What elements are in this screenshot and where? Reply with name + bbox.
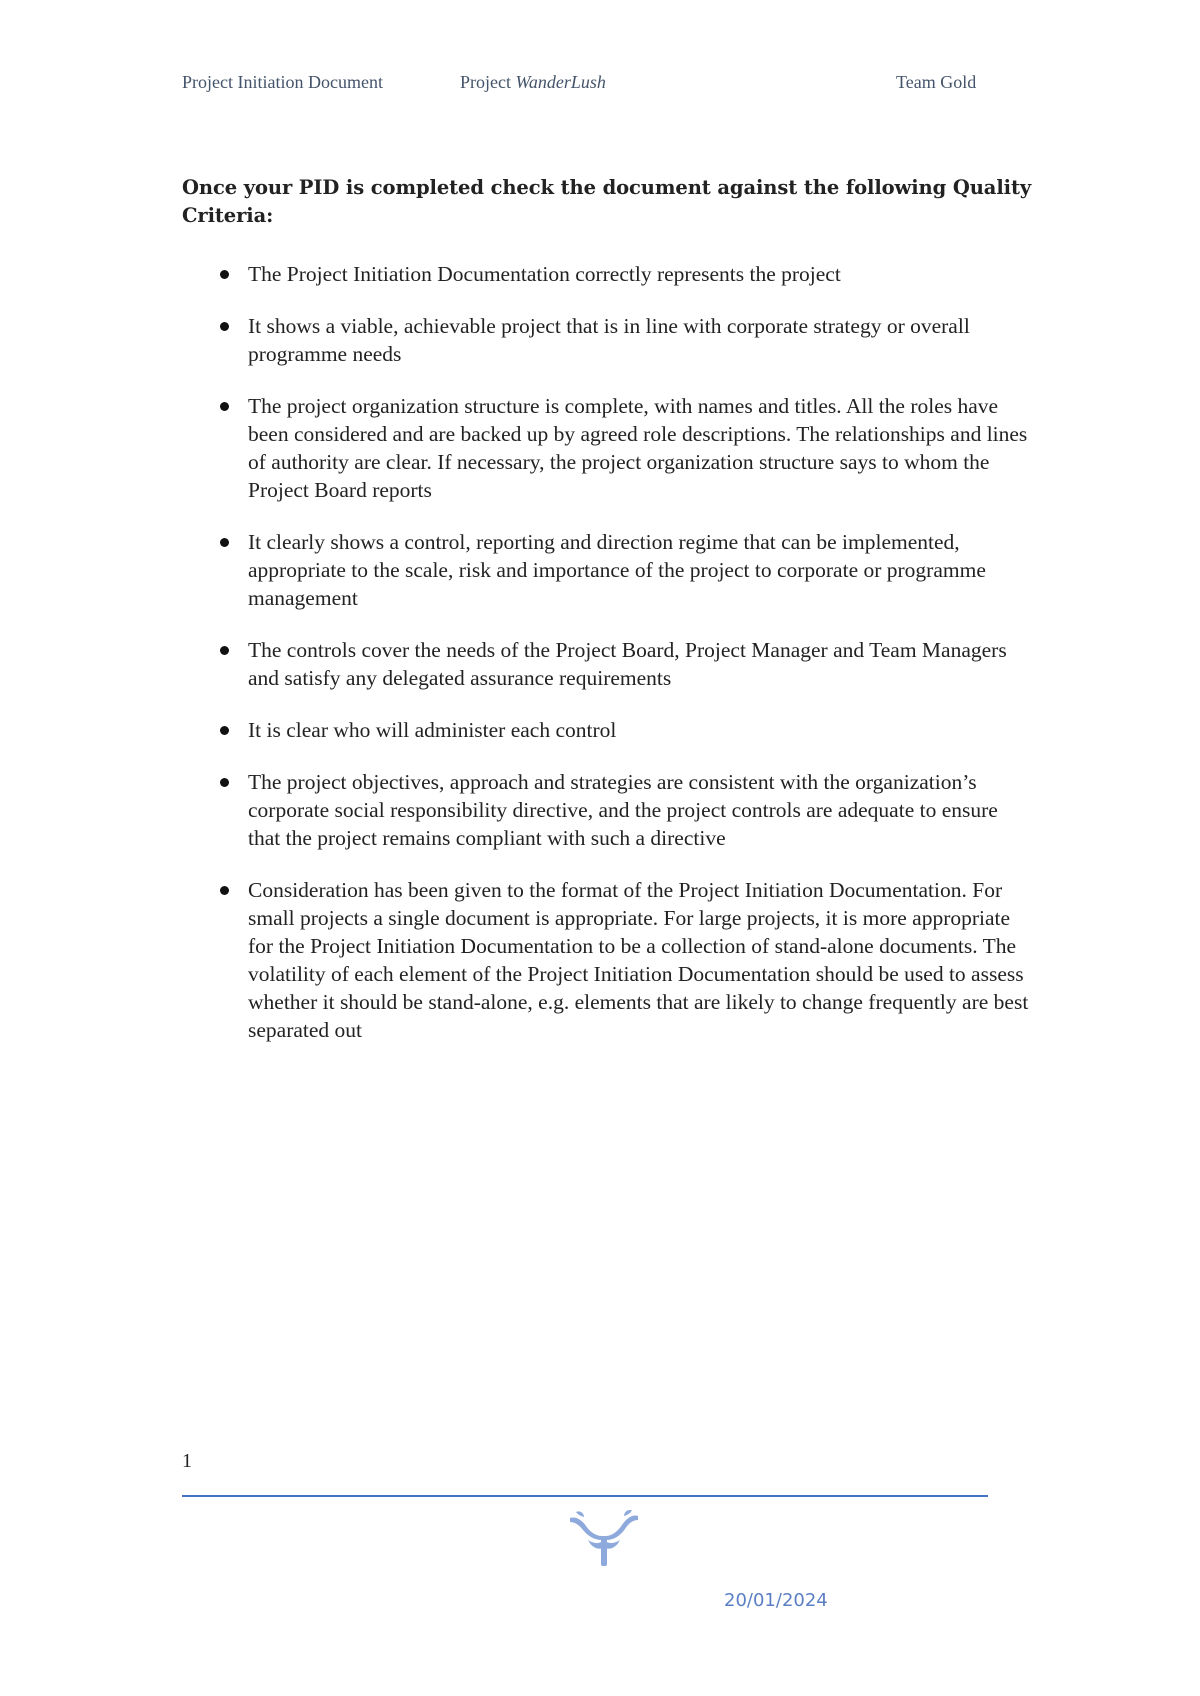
list-item: [182, 716, 1032, 744]
bullet-icon: [220, 322, 229, 331]
bullet-icon: [220, 778, 229, 787]
list-item-text: Consideration has been given to the format of the Project Initiation Documentation. For small projects a single document is appropriate. For large projects, it is more appropriate for the Project Initiation Documentation to be a collection of stand-alone documents. The volatility of each element of the Project Initiation Documentation should be used to assess whether it should be stand-alone, e.g. elements that are likely to change frequently are best separated out: [248, 878, 1029, 1042]
list-item-text: The project organization structure is complete, with names and titles. All the roles have been considered and are backed up by agreed role descriptions. The relationships and lines of authority are clear. If necessary, the project organization structure says to whom the Project Board reports: [248, 394, 1028, 502]
header-document-title: Project Initiation Document: [182, 72, 383, 92]
list-item: [182, 636, 1032, 692]
bullet-icon: [220, 886, 229, 895]
bullet-icon: [220, 646, 229, 655]
list-item: [182, 392, 1032, 504]
quality-criteria-list: [182, 260, 1032, 1044]
list-item-text: It clearly shows a control, reporting and direction regime that can be implemented, appropriate to the scale, risk and importance of the project to corporate or programme management: [248, 530, 986, 610]
bullet-icon: [220, 538, 229, 547]
tree-logo-icon: [566, 1510, 642, 1566]
bullet-icon: [220, 726, 229, 735]
list-item-text: The project objectives, approach and strategies are consistent with the organization’s corporate social responsibility directive, and the project controls are adequate to ensure that the project remains compliant with such a directive: [248, 770, 998, 850]
header-project-name: WanderLush: [515, 72, 606, 92]
header-project: [460, 72, 606, 93]
document-body: [182, 174, 1032, 1068]
list-item-text: The Project Initiation Documentation correctly represents the project: [248, 262, 841, 286]
header-team: Team Gold: [896, 72, 977, 92]
header-project-prefix: Project: [460, 72, 511, 92]
bullet-icon: [220, 402, 229, 411]
page-header: [0, 72, 1200, 96]
bullet-icon: [220, 270, 229, 279]
list-item: [182, 260, 1032, 288]
list-item-text: It shows a viable, achievable project that is in line with corporate strategy or overall programme needs: [248, 314, 970, 366]
page-number: 1: [182, 1450, 192, 1472]
footer-date: 20/01/2024: [724, 1590, 828, 1611]
list-item: [182, 768, 1032, 852]
list-item-text: It is clear who will administer each control: [248, 718, 617, 742]
footer-divider: [182, 1495, 988, 1497]
list-item: [182, 528, 1032, 612]
quality-criteria-heading: Once your PID is completed check the document against the following Quality Criteria:: [182, 176, 1032, 227]
list-item-text: The controls cover the needs of the Project Board, Project Manager and Team Managers and satisfy any delegated assurance requirements: [248, 638, 1007, 690]
list-item: [182, 312, 1032, 368]
list-item: [182, 876, 1032, 1044]
